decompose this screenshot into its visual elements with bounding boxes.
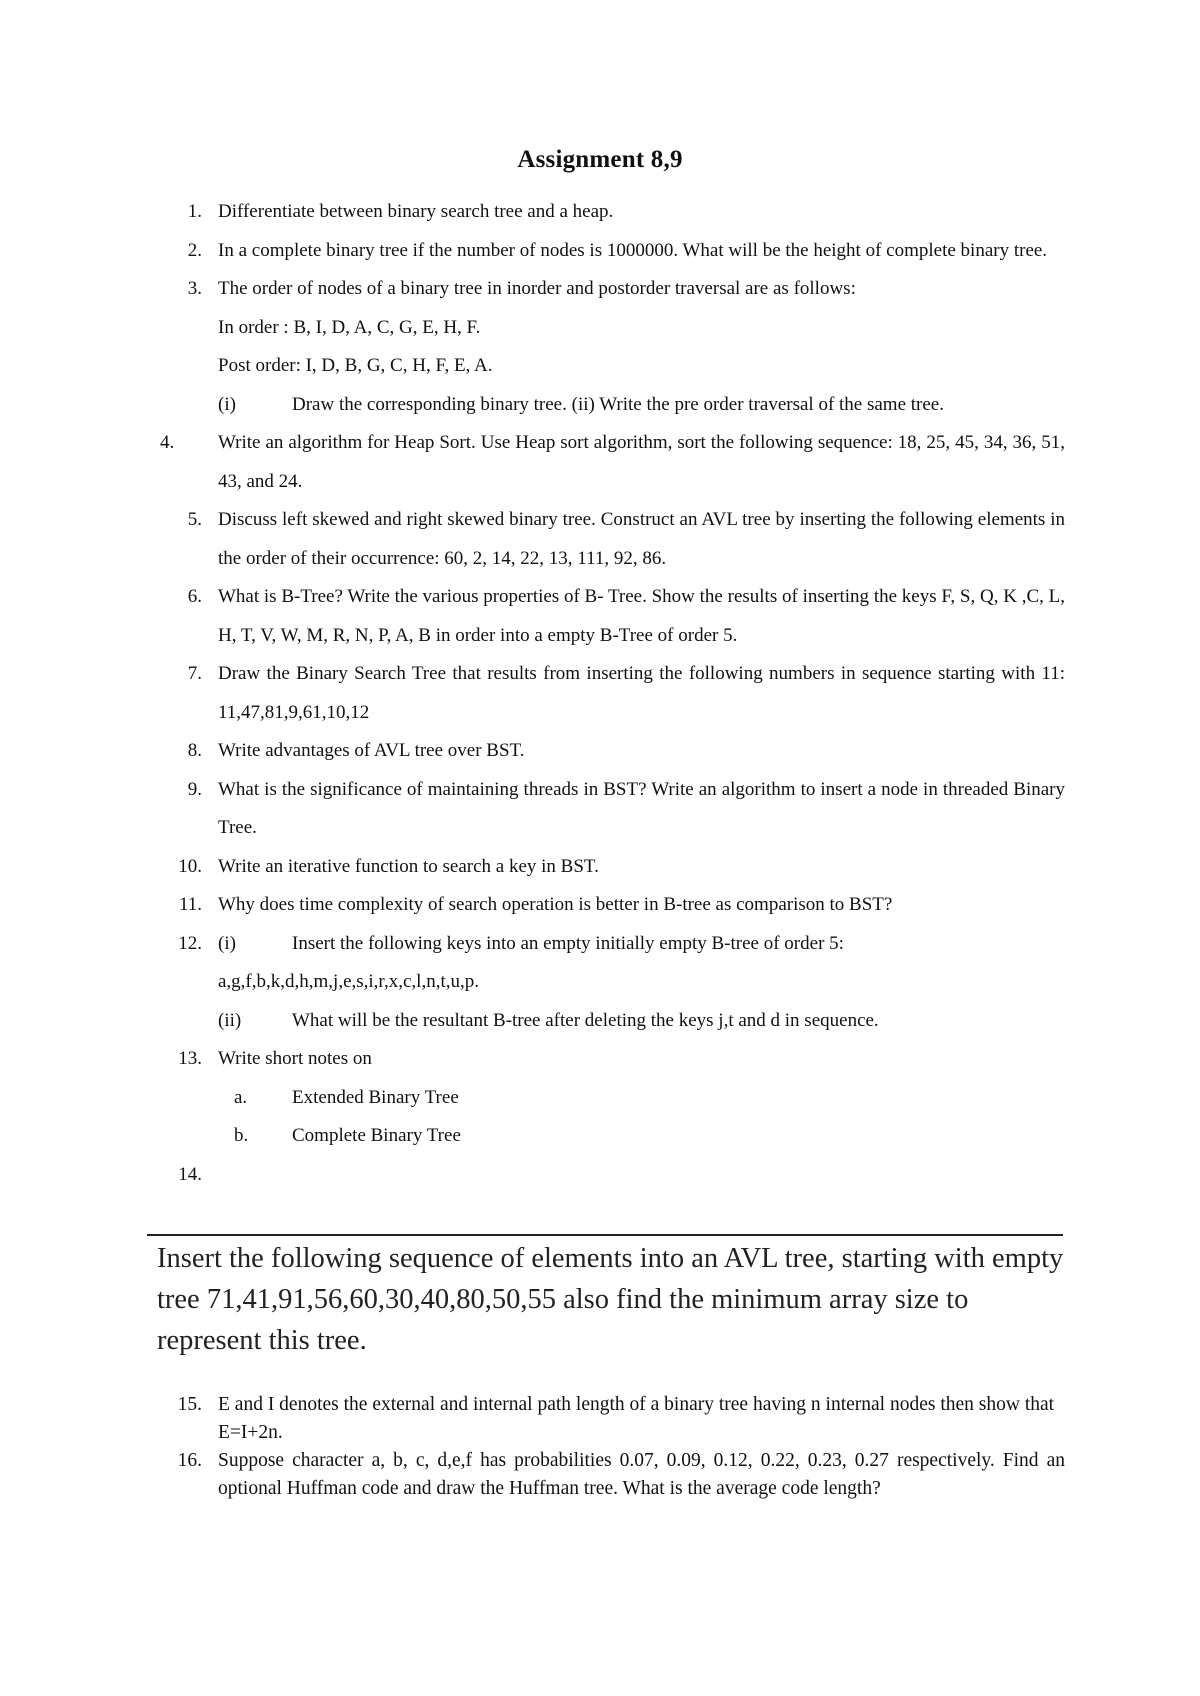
question-text: Differentiate between binary search tree and a heap. bbox=[218, 201, 614, 222]
question-number: 2. bbox=[187, 239, 202, 261]
question-text: Discuss left skewed and right skewed binary tree. Construct an AVL tree by inserting the following elements in the order of their occurrence: 60, 2, 14, 22, 13, 111, 92, 86. bbox=[218, 509, 1065, 569]
question-number: 3. bbox=[187, 278, 202, 299]
question-15 bbox=[160, 1391, 1065, 1447]
question-number: 1. bbox=[187, 201, 202, 222]
question-number: 8. bbox=[187, 740, 202, 761]
inorder-sequence: In order : B, I, D, A, C, G, E, H, F. bbox=[218, 316, 481, 338]
page-title: Assignment 8,9 bbox=[517, 146, 683, 173]
question-list bbox=[160, 193, 1065, 1202]
short-note-item-a bbox=[160, 1079, 1065, 1118]
postorder-sequence: Post order: I, D, B, G, C, H, F, E, A. bbox=[218, 355, 493, 376]
question-number: 9. bbox=[187, 778, 202, 800]
question-text: Why does time complexity of search operation is better in B-tree as comparison to BST? bbox=[218, 894, 893, 915]
key-sequence: a,g,f,b,k,d,h,m,j,e,s,i,r,x,c,l,n,t,u,p. bbox=[218, 971, 479, 992]
question-number: 14. bbox=[178, 1163, 202, 1185]
question-text: The order of nodes of a binary tree in inorder and postorder traversal are as follows: bbox=[218, 278, 856, 299]
question-5 bbox=[160, 501, 1065, 578]
question-3 bbox=[160, 270, 1065, 424]
question-number: 10. bbox=[178, 855, 202, 877]
question-12-subpart-ii bbox=[218, 1002, 1065, 1041]
subpart-text: Draw the corresponding binary tree. (ii) Write the pre order traversal of the same tree. bbox=[292, 393, 944, 415]
question-list-continued bbox=[160, 1391, 1065, 1503]
question-text: Write short notes on bbox=[218, 1048, 372, 1069]
question-number: 4. bbox=[160, 432, 175, 453]
question-6 bbox=[160, 578, 1065, 655]
question-14-pasted-text: Insert the following sequence of elements into an AVL tree, starting with empty tree 71,41,91,56,60,30,40,80,50,55 also find the minimum array size to represent this tree. bbox=[157, 1243, 1064, 1356]
question-12-subpart-i bbox=[218, 925, 1065, 964]
question-10 bbox=[160, 848, 1065, 887]
question-number: 13. bbox=[178, 1048, 202, 1069]
question-2 bbox=[160, 232, 1065, 271]
question-14 bbox=[160, 1156, 1065, 1202]
question-number: 7. bbox=[187, 663, 202, 684]
question-number: 5. bbox=[187, 509, 202, 530]
question-text: Write an iterative function to search a key in BST. bbox=[218, 855, 599, 877]
question-12 bbox=[160, 925, 1065, 1041]
question-text: Suppose character a, b, c, d,e,f has probabilities 0.07, 0.09, 0.12, 0.22, 0.23, 0.27 respectively. Find an optional Huffman code and draw the Huffman tree. What is the average code length? bbox=[218, 1450, 1065, 1499]
question-text: What is B-Tree? Write the various properties of B- Tree. Show the results of inserting the keys F, S, Q, K ,C, L, H, T, V, W, M, R, N, P, A, B in order into a empty B-Tree of order 5. bbox=[218, 586, 1065, 646]
subpart-label: (i) bbox=[218, 393, 236, 415]
question-8 bbox=[160, 732, 1065, 771]
question-text: Write an algorithm for Heap Sort. Use Heap sort algorithm, sort the following sequence: 18, 25, 45, 34, 36, 51, 43, and 24. bbox=[218, 432, 1065, 492]
item-text: Extended Binary Tree bbox=[292, 1086, 459, 1108]
short-note-item-b bbox=[160, 1117, 1065, 1156]
question-number: 12. bbox=[178, 932, 202, 954]
question-4 bbox=[160, 424, 1065, 501]
question-number: 11. bbox=[178, 894, 202, 915]
question-text: Write advantages of AVL tree over BST. bbox=[218, 740, 525, 761]
question-9 bbox=[160, 771, 1065, 848]
question-7 bbox=[160, 655, 1065, 732]
question-number: 6. bbox=[187, 586, 202, 607]
question-text: Draw the Binary Search Tree that results from inserting the following numbers in sequence starting with 11: 11,47,81,9,61,10,12 bbox=[218, 663, 1065, 723]
subpart-label: (ii) bbox=[218, 1009, 242, 1031]
question-13 bbox=[160, 1040, 1065, 1079]
question-text: What is the significance of maintaining threads in BST? Write an algorithm to insert a node in threaded Binary Tree. bbox=[218, 778, 1065, 838]
item-label: a. bbox=[234, 1086, 248, 1108]
question-text: In a complete binary tree if the number of nodes is 1000000. What will be the height of complete binary tree. bbox=[218, 239, 1048, 261]
question-11 bbox=[160, 886, 1065, 925]
subpart-label: (i) bbox=[218, 932, 236, 954]
question-3-subpart bbox=[218, 386, 1065, 425]
subpart-text: What will be the resultant B-tree after deleting the keys j,t and d in sequence. bbox=[292, 1009, 879, 1031]
subpart-text: Insert the following keys into an empty initially empty B-tree of order 5: bbox=[292, 932, 844, 954]
pasted-image-top-border bbox=[147, 1234, 1063, 1236]
question-1 bbox=[160, 193, 1065, 232]
question-number: 15. bbox=[177, 1394, 202, 1415]
question-16 bbox=[160, 1447, 1065, 1503]
question-number: 16. bbox=[177, 1450, 202, 1471]
item-text: Complete Binary Tree bbox=[292, 1125, 461, 1146]
item-label: b. bbox=[234, 1125, 249, 1146]
question-text: E and I denotes the external and internal path length of a binary tree having n internal nodes then show that E=I+2n. bbox=[218, 1394, 1055, 1443]
